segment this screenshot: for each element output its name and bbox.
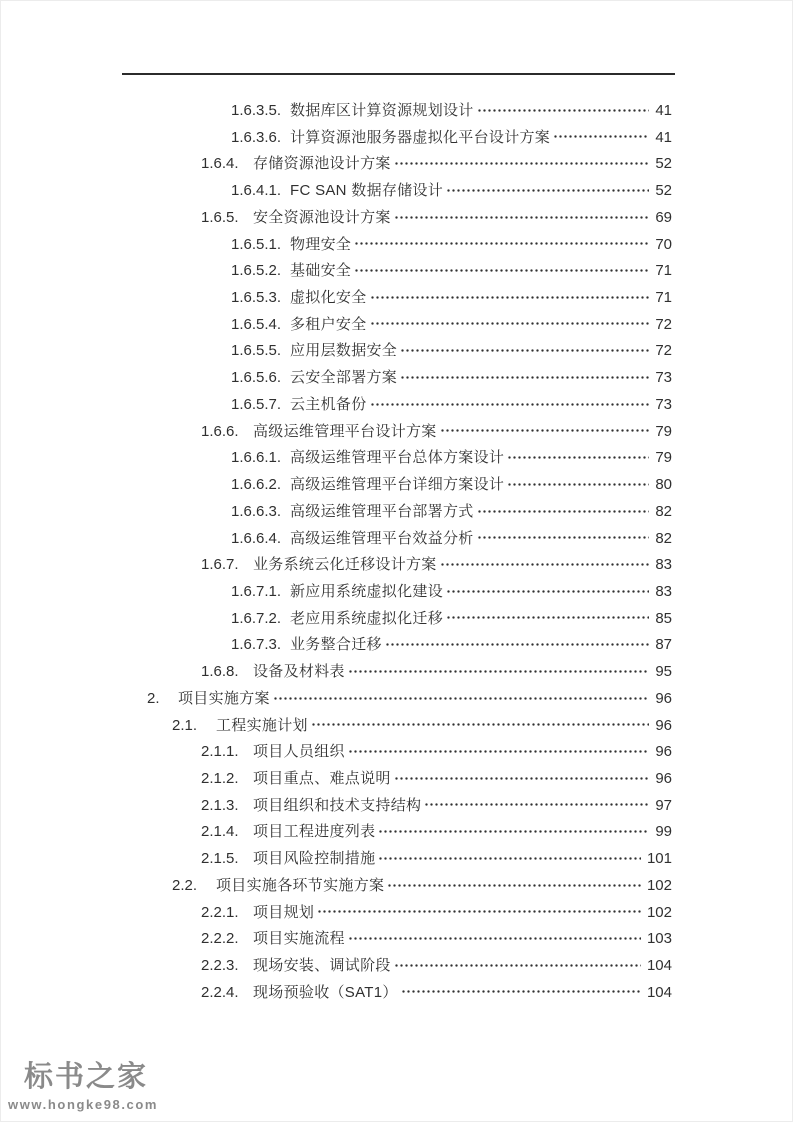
- dot-leader: [477, 98, 650, 125]
- toc-entry-number: 2.1.5.: [201, 850, 239, 868]
- dot-leader: [378, 846, 641, 873]
- toc-entry-page: 72: [655, 315, 672, 333]
- dot-leader: [440, 419, 650, 446]
- toc-entry[interactable]: [122, 632, 672, 659]
- toc-entry-page: 79: [655, 449, 672, 467]
- toc-entry-number: 1.6.7.3.: [231, 636, 282, 654]
- toc-entry-title: 现场预验收（SAT1）: [253, 983, 398, 1001]
- toc-entry-page: 79: [655, 422, 672, 440]
- toc-entry[interactable]: [122, 151, 672, 178]
- toc-entry-number: 1.6.6.: [201, 422, 239, 440]
- toc-entry[interactable]: [122, 285, 672, 312]
- toc-entry[interactable]: [122, 980, 672, 1007]
- toc-entry-title: 项目组织和技术支持结构: [253, 796, 422, 814]
- dot-leader: [354, 258, 649, 285]
- toc-entry-title: 项目规划: [253, 903, 315, 921]
- toc-entry-title: 物理安全: [290, 235, 352, 253]
- toc-entry[interactable]: [122, 713, 672, 740]
- dot-leader: [273, 686, 650, 713]
- toc-entry[interactable]: [122, 205, 672, 232]
- toc-entry-number: 2.2.: [172, 876, 198, 894]
- dot-leader: [378, 819, 649, 846]
- toc-entry-title: 项目实施方案: [178, 689, 270, 707]
- toc-entry-number: 1.6.5.6.: [231, 369, 282, 387]
- toc-entry-page: 96: [655, 716, 672, 734]
- toc-entry-number: 1.6.6.1.: [231, 449, 282, 467]
- toc-entry-number: 1.6.4.1.: [231, 182, 282, 200]
- toc-entry-page: 73: [655, 369, 672, 387]
- toc-entry[interactable]: [122, 338, 672, 365]
- toc-entry-number: 1.6.5.2.: [231, 262, 282, 280]
- toc-entry-number: 1.6.5.: [201, 208, 239, 226]
- dot-leader: [387, 873, 641, 900]
- toc-entry-title: 项目实施流程: [253, 930, 345, 948]
- toc-entry-page: 104: [646, 957, 672, 974]
- toc-entry-title: 安全资源池设计方案: [253, 208, 391, 226]
- toc-entry-number: 2.2.2.: [201, 930, 239, 948]
- toc-entry-number: 2.2.3.: [201, 957, 239, 974]
- toc-entry[interactable]: [122, 793, 672, 820]
- toc-entry-page: 41: [655, 128, 672, 146]
- toc-entry-page: 52: [655, 155, 672, 173]
- toc-entry[interactable]: [122, 419, 672, 446]
- toc-entry[interactable]: [122, 926, 672, 953]
- dot-leader: [348, 659, 650, 686]
- dot-leader: [477, 499, 650, 526]
- toc-entry-title: 业务整合迁移: [290, 636, 382, 654]
- toc-entry-number: 1.6.5.3.: [231, 289, 282, 307]
- toc-entry[interactable]: [122, 472, 672, 499]
- toc-entry[interactable]: [122, 659, 672, 686]
- watermark: [8, 1062, 158, 1112]
- toc-entry-title: 高级运维管理平台详细方案设计: [290, 476, 505, 494]
- toc-entry-page: 87: [655, 636, 672, 654]
- dot-leader: [370, 312, 650, 339]
- toc-entry-page: 71: [655, 289, 672, 307]
- toc-entry[interactable]: [122, 900, 672, 927]
- dot-leader: [400, 338, 649, 365]
- dot-leader: [424, 793, 649, 820]
- toc-entry[interactable]: [122, 365, 672, 392]
- toc-entry-number: 1.6.5.7.: [231, 395, 282, 413]
- toc-entry-number: 1.6.6.2.: [231, 476, 282, 494]
- toc-entry-page: 97: [655, 796, 672, 814]
- toc-entry-title: 应用层数据安全: [290, 342, 398, 360]
- toc-entry-title: 高级运维管理平台设计方案: [253, 422, 437, 440]
- toc-entry-page: 82: [655, 529, 672, 547]
- toc-entry-page: 95: [655, 663, 672, 681]
- toc-entry-page: 72: [655, 342, 672, 360]
- toc-entry-page: 102: [646, 903, 672, 921]
- toc-entry[interactable]: [122, 499, 672, 526]
- toc-entry-number: 1.6.5.1.: [231, 235, 282, 253]
- toc-entry[interactable]: [122, 258, 672, 285]
- toc-entry-title: 工程实施计划: [216, 716, 308, 734]
- toc-entry-page: 99: [655, 823, 672, 841]
- dot-leader: [317, 900, 641, 927]
- toc-entry-page: 52: [655, 182, 672, 200]
- toc-entry[interactable]: [122, 873, 672, 900]
- watermark-url: www.hongke98.com: [8, 1097, 159, 1112]
- toc-entry-number: 1.6.5.5.: [231, 342, 282, 360]
- toc-entry[interactable]: [122, 606, 672, 633]
- dot-leader: [477, 526, 650, 553]
- dot-leader: [394, 766, 650, 793]
- dot-leader: [394, 953, 641, 980]
- toc-entry-page: 85: [655, 609, 672, 627]
- dot-leader: [446, 579, 649, 606]
- table-of-contents: [122, 98, 672, 1006]
- header-rule: [122, 73, 675, 75]
- dot-leader: [553, 125, 649, 152]
- toc-entry[interactable]: [122, 739, 672, 766]
- toc-entry[interactable]: [122, 526, 672, 553]
- toc-entry-title: FC SAN 数据存储设计: [290, 182, 444, 200]
- dot-leader: [446, 178, 649, 205]
- toc-entry-title: 虚拟化安全: [290, 289, 367, 307]
- toc-entry-title: 高级运维管理平台部署方式: [290, 502, 474, 520]
- toc-entry-page: 96: [655, 743, 672, 761]
- toc-entry-page: 101: [646, 850, 672, 868]
- toc-entry-number: 1.6.3.5.: [231, 102, 282, 119]
- toc-entry-number: 1.6.6.4.: [231, 529, 282, 547]
- toc-entry-title: 项目人员组织: [253, 743, 345, 761]
- toc-entry-page: 103: [646, 930, 672, 948]
- dot-leader: [311, 713, 650, 740]
- toc-entry-number: 1.6.5.4.: [231, 315, 282, 333]
- toc-entry-page: 96: [655, 769, 672, 787]
- toc-entry-number: 2.1.: [172, 716, 198, 734]
- toc-entry-number: 2.: [147, 689, 160, 707]
- dot-leader: [354, 232, 649, 259]
- toc-entry-number: 2.1.2.: [201, 769, 239, 787]
- dot-leader: [440, 552, 650, 579]
- dot-leader: [394, 205, 650, 232]
- dot-leader: [370, 392, 650, 419]
- toc-entry-title: 计算资源池服务器虚拟化平台设计方案: [290, 128, 551, 146]
- toc-entry-page: 73: [655, 395, 672, 413]
- watermark-brand: 标书之家: [24, 1061, 149, 1093]
- toc-entry-number: 2.2.1.: [201, 903, 239, 921]
- toc-entry[interactable]: [122, 766, 672, 793]
- toc-entry[interactable]: [122, 686, 672, 713]
- dot-leader: [507, 445, 649, 472]
- toc-entry-title: 老应用系统虚拟化迁移: [290, 609, 444, 627]
- toc-entry-page: 83: [655, 556, 672, 574]
- dot-leader: [446, 606, 649, 633]
- dot-leader: [348, 926, 641, 953]
- toc-entry-title: 新应用系统虚拟化建设: [290, 582, 444, 600]
- toc-entry[interactable]: [122, 579, 672, 606]
- toc-entry-title: 业务系统云化迁移设计方案: [253, 556, 437, 574]
- toc-entry[interactable]: [122, 445, 672, 472]
- toc-entry-page: 82: [655, 502, 672, 520]
- toc-entry-number: 1.6.4.: [201, 155, 239, 173]
- toc-entry-number: 1.6.7.: [201, 556, 239, 574]
- toc-entry-title: 云安全部署方案: [290, 369, 398, 387]
- toc-entry-number: 1.6.7.2.: [231, 609, 282, 627]
- toc-entry[interactable]: [122, 178, 672, 205]
- toc-entry-number: 2.2.4.: [201, 983, 239, 1001]
- toc-entry-title: 云主机备份: [290, 395, 367, 413]
- toc-entry-page: 104: [646, 983, 672, 1001]
- toc-entry-title: 基础安全: [290, 262, 352, 280]
- toc-entry-number: 1.6.3.6.: [231, 128, 282, 146]
- toc-entry-page: 70: [655, 235, 672, 253]
- dot-leader: [385, 632, 650, 659]
- toc-entry-number: 1.6.8.: [201, 663, 239, 681]
- toc-entry[interactable]: [122, 953, 672, 980]
- toc-entry[interactable]: [122, 552, 672, 579]
- dot-leader: [394, 151, 650, 178]
- toc-entry-title: 多租户安全: [290, 315, 367, 333]
- toc-entry-number: 2.1.4.: [201, 823, 239, 841]
- toc-entry-number: 1.6.6.3.: [231, 502, 282, 520]
- toc-entry-page: 71: [655, 262, 672, 280]
- toc-entry-title: 项目工程进度列表: [253, 823, 376, 841]
- toc-entry-number: 2.1.1.: [201, 743, 239, 761]
- toc-entry-page: 96: [655, 689, 672, 707]
- dot-leader: [507, 472, 649, 499]
- toc-entry-title: 项目风险控制措施: [253, 850, 376, 868]
- dot-leader: [401, 980, 641, 1007]
- toc-entry[interactable]: [122, 232, 672, 259]
- toc-entry-title: 存储资源池设计方案: [253, 155, 391, 173]
- toc-entry-title: 项目实施各环节实施方案: [216, 876, 385, 894]
- toc-entry[interactable]: [122, 125, 672, 152]
- toc-entry[interactable]: [122, 846, 672, 873]
- toc-entry-title: 设备及材料表: [253, 663, 345, 681]
- toc-entry-title: 高级运维管理平台总体方案设计: [290, 449, 505, 467]
- toc-entry-page: 83: [655, 582, 672, 600]
- toc-entry[interactable]: [122, 98, 672, 125]
- toc-entry-title: 项目重点、难点说明: [253, 769, 391, 787]
- toc-entry-page: 41: [655, 102, 672, 119]
- toc-entry-page: 102: [646, 876, 672, 894]
- toc-entry-page: 69: [655, 208, 672, 226]
- toc-entry-page: 80: [655, 476, 672, 494]
- toc-entry-title: 数据库区计算资源规划设计: [290, 102, 474, 119]
- toc-entry[interactable]: [122, 312, 672, 339]
- toc-entry[interactable]: [122, 392, 672, 419]
- toc-entry-title: 高级运维管理平台效益分析: [290, 529, 474, 547]
- toc-entry-number: 2.1.3.: [201, 796, 239, 814]
- dot-leader: [400, 365, 649, 392]
- toc-entry-number: 1.6.7.1.: [231, 582, 282, 600]
- dot-leader: [348, 739, 650, 766]
- toc-entry[interactable]: [122, 819, 672, 846]
- dot-leader: [370, 285, 650, 312]
- toc-entry-title: 现场安装、调试阶段: [253, 957, 391, 974]
